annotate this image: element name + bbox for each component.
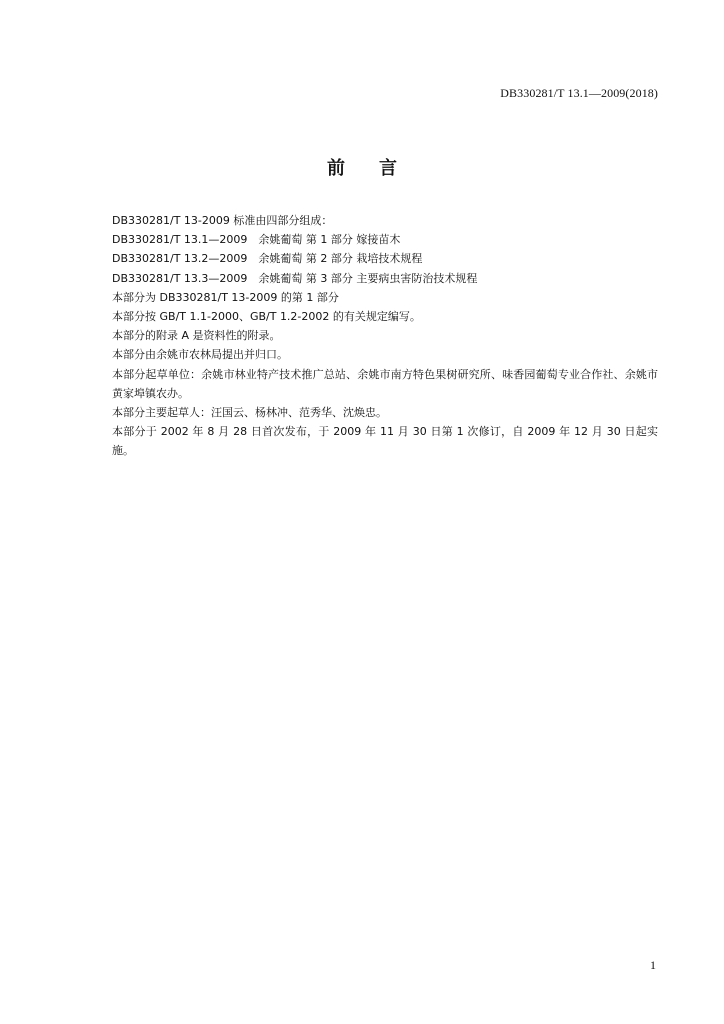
foreword-line-this-part: 本部分为 DB330281/T 13-2009 的第 1 部分	[112, 290, 339, 304]
foreword-line-drafters: 本部分主要起草人：汪国云、杨林冲、范秀华、沈焕忠。	[112, 406, 387, 420]
foreword-line-drafting-rules: 本部分按 GB/T 1.1-2000、GB/T 1.2-2002 的有关规定编写。	[112, 310, 421, 324]
document-code: DB330281/T 13.1—2009(2018)	[500, 86, 658, 100]
foreword-line-intro: DB330281/T 13-2009 标准由四部分组成：	[112, 214, 333, 227]
page-title: 前言	[327, 158, 431, 179]
foreword-line-appendix: 本部分的附录 A 是资料性的附录。	[112, 329, 281, 343]
page-number: 1	[650, 958, 656, 972]
foreword-line-drafting-units: 本部分起草单位：余姚市林业特产技术推广总站、余姚市南方特色果树研究所、味香园葡萄专业合作社、余姚市黄家埠镇农办。	[112, 367, 658, 400]
foreword-line-release-history: 本部分于 2002 年 8 月 28 日首次发布，于 2009 年 11 月 30 日第 1 次修订，自 2009 年 12 月 30 日起实施。	[112, 425, 658, 458]
foreword-line-part-3: DB330281/T 13.3—2009 余姚葡萄 第 3 部分 主要病虫害防治技术规程	[112, 271, 478, 285]
foreword-line-part-2: DB330281/T 13.2—2009 余姚葡萄 第 2 部分 栽培技术规程	[112, 252, 423, 266]
foreword-body	[112, 211, 658, 461]
foreword-line-part-1: DB330281/T 13.1—2009 余姚葡萄 第 1 部分 嫁接苗木	[112, 233, 401, 247]
foreword-line-proposer: 本部分由余姚市农林局提出并归口。	[112, 348, 288, 362]
